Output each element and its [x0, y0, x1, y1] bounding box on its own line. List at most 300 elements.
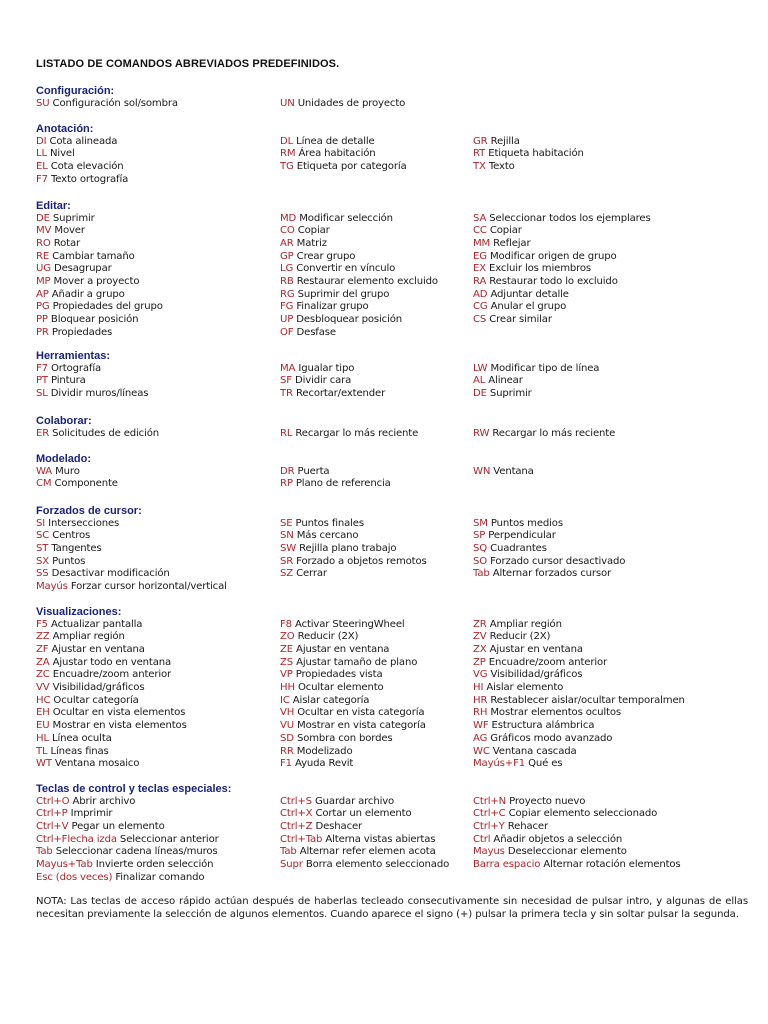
command-entry: [280, 669, 383, 682]
command-entry: [473, 428, 615, 441]
command-description: Activar SteeringWheel: [291, 618, 405, 630]
command-description: Reflejar: [490, 237, 531, 249]
command-entry: [473, 518, 563, 531]
command-entry: [36, 314, 138, 327]
command-code: CO: [280, 225, 295, 237]
command-code: HC: [36, 694, 51, 706]
command-code: DE: [36, 212, 50, 224]
command-code: ZZ: [36, 631, 50, 643]
command-description: Ventana: [490, 465, 534, 477]
command-description: Ajustar en ventana: [486, 643, 583, 655]
command-code: SM: [473, 517, 488, 529]
section-heading: Forzados de cursor:: [36, 505, 142, 517]
command-code: CG: [473, 301, 488, 313]
command-description: Ayuda Revit: [291, 758, 354, 770]
command-description: Aislar categoría: [289, 694, 370, 706]
command-description: Centros: [49, 530, 91, 542]
command-description: Cuadrantes: [487, 542, 547, 554]
section-heading: Visualizaciones:: [36, 606, 122, 618]
command-entry: [473, 276, 618, 289]
command-code: OF: [280, 326, 294, 338]
command-description: Finalizar grupo: [293, 301, 369, 313]
command-code: MM: [473, 237, 491, 249]
command-description: Borra elemento seleccionado: [302, 859, 450, 870]
section: [36, 85, 746, 110]
command-description: Copiar: [486, 225, 522, 237]
command-code: VG: [473, 669, 488, 681]
command-code: LW: [473, 362, 488, 374]
command-code: VU: [280, 720, 294, 732]
command-description: Deseleccionar elemento: [504, 846, 627, 858]
command-entry: [36, 631, 125, 644]
command-entry: [36, 251, 135, 264]
command-description: Dividir muros/líneas: [47, 387, 149, 399]
command-code: MD: [280, 212, 297, 224]
command-code: EG: [473, 250, 487, 262]
command-grid: [36, 518, 746, 594]
command-description: Actualizar pantalla: [47, 618, 143, 630]
command-entry: [280, 301, 369, 314]
command-code: ZF: [36, 643, 49, 655]
command-entry: [280, 327, 336, 340]
command-code: SA: [473, 212, 487, 224]
command-description: Propiedades: [48, 326, 113, 338]
command-entry: [280, 363, 354, 376]
command-entry: [36, 466, 80, 479]
command-code: VH: [280, 707, 295, 719]
command-entry: [36, 808, 112, 821]
command-entry: [36, 695, 139, 708]
command-description: Añadir objetos a selección: [490, 833, 623, 845]
command-entry: [280, 213, 393, 226]
command-grid: [36, 363, 746, 401]
command-entry: [280, 148, 376, 161]
command-description: Recargar lo más reciente: [489, 427, 616, 439]
command-description: Puntos medios: [487, 517, 563, 529]
command-entry: [36, 301, 163, 314]
command-description: Pintura: [47, 375, 86, 387]
command-entry: [280, 263, 395, 276]
section-heading: Modelado:: [36, 453, 91, 465]
command-entry: [280, 644, 389, 657]
command-description: Adjuntar detalle: [487, 288, 569, 300]
section: [36, 453, 746, 491]
command-code: RA: [473, 276, 487, 287]
command-entry: [473, 796, 585, 809]
command-entry: [473, 148, 584, 161]
command-entry: [280, 631, 358, 644]
command-description: Recortar/extender: [292, 387, 386, 399]
command-description: Abrir archivo: [69, 795, 136, 807]
command-description: Ventana mosaico: [51, 758, 140, 770]
command-entry: [280, 518, 364, 531]
command-description: Estructura alámbrica: [488, 720, 595, 732]
command-code: SD: [280, 732, 294, 744]
command-code: ZV: [473, 631, 487, 643]
command-entry: [36, 581, 227, 594]
command-description: Excluir los miembros: [486, 263, 592, 275]
command-description: Qué es: [525, 758, 563, 770]
section: [36, 415, 746, 440]
command-entry: [473, 314, 552, 327]
command-entry: [36, 720, 187, 733]
command-entry: [473, 251, 616, 264]
command-entry: [280, 657, 417, 670]
command-entry: [473, 859, 681, 872]
section-heading: Colaborar:: [36, 415, 92, 427]
command-entry: [36, 238, 80, 251]
command-description: Texto: [485, 160, 515, 172]
command-description: Unidades de proyecto: [294, 97, 406, 109]
command-description: Dividir cara: [291, 375, 352, 387]
command-entry: [36, 174, 128, 187]
command-code: GP: [280, 250, 294, 262]
command-description: Mostrar elementos ocultos: [487, 707, 621, 719]
command-description: Plano de referencia: [292, 478, 391, 490]
section-heading: Configuración:: [36, 85, 115, 97]
command-entry: [36, 859, 213, 872]
command-code: RB: [280, 276, 294, 287]
command-description: Pegar un elemento: [68, 820, 165, 832]
command-entry: [36, 478, 118, 491]
command-description: Ocultar en vista elementos: [49, 707, 186, 719]
command-description: Reducir (2X): [486, 631, 551, 643]
command-code: SZ: [280, 568, 294, 580]
command-code: Mayus: [473, 846, 505, 858]
command-entry: [473, 821, 548, 834]
command-description: Matriz: [293, 237, 327, 249]
command-code: AP: [36, 288, 49, 300]
command-entry: [280, 695, 369, 708]
command-entry: [473, 238, 530, 251]
command-code: F7: [36, 362, 48, 374]
command-grid: [36, 428, 746, 441]
command-code: UG: [36, 263, 51, 275]
command-grid: [36, 796, 746, 885]
command-code: AG: [473, 732, 488, 744]
command-description: Tangentes: [48, 542, 102, 554]
command-entry: [280, 746, 352, 759]
command-entry: [36, 363, 101, 376]
command-description: Encuadre/zoom anterior: [49, 669, 172, 681]
command-code: Ctrl+S: [280, 795, 312, 807]
command-description: Visibilidad/gráficos: [49, 682, 145, 693]
command-entry: [473, 746, 577, 759]
command-code: IC: [280, 694, 290, 706]
command-description: Modelizado: [293, 745, 353, 757]
command-description: Más cercano: [293, 530, 359, 542]
command-entry: [473, 363, 599, 376]
command-code: RT: [473, 148, 486, 160]
command-code: Ctrl+Y: [473, 820, 505, 832]
command-code: ST: [36, 542, 49, 554]
command-code: AD: [473, 288, 488, 300]
section-heading: Teclas de control y teclas especiales:: [36, 783, 232, 795]
command-description: Mostrar en vista categoría: [294, 720, 426, 732]
command-entry: [280, 707, 424, 720]
command-entry: [280, 161, 407, 174]
command-code: UN: [280, 97, 295, 109]
command-code: WF: [473, 720, 489, 732]
command-code: PR: [36, 326, 49, 338]
command-description: Etiqueta habitación: [485, 148, 584, 160]
command-entry: [36, 872, 204, 885]
command-code: SW: [280, 542, 297, 554]
command-description: Restablecer aislar/ocultar temporalmen: [487, 694, 685, 706]
command-code: F8: [280, 618, 292, 630]
command-description: Guardar archivo: [311, 795, 395, 807]
command-description: Imprimir: [67, 808, 113, 820]
page-title: LISTADO DE COMANDOS ABREVIADOS PREDEFINIDOS.: [36, 58, 340, 70]
command-entry: [473, 556, 625, 569]
command-code: TR: [280, 387, 293, 399]
command-description: Ajustar todo en ventana: [49, 656, 172, 668]
command-entry: [473, 644, 583, 657]
command-description: Convertir en vínculo: [293, 263, 396, 275]
command-code: Ctrl+V: [36, 820, 69, 832]
command-code: Ctrl+C: [473, 808, 506, 820]
section-heading: Anotación:: [36, 123, 94, 135]
command-entry: [36, 746, 109, 759]
command-description: Intersecciones: [45, 517, 120, 529]
command-entry: [280, 556, 427, 569]
command-description: Ampliar región: [49, 631, 125, 643]
command-code: FG: [280, 301, 294, 313]
command-code: TG: [280, 160, 294, 172]
command-description: Propiedades del grupo: [49, 301, 163, 313]
command-description: Cerrar: [293, 568, 327, 580]
command-entry: [280, 720, 426, 733]
command-description: Deshacer: [312, 820, 363, 832]
command-description: Mover a proyecto: [50, 276, 140, 287]
command-description: Modificar origen de grupo: [486, 250, 617, 262]
command-code: F1: [280, 758, 292, 770]
command-code: LG: [280, 263, 294, 275]
command-entry: [36, 568, 170, 581]
command-entry: [36, 530, 90, 543]
command-entry: [473, 631, 550, 644]
command-entry: [280, 388, 385, 401]
command-entry: [473, 758, 562, 771]
command-entry: [280, 758, 353, 771]
command-entry: [280, 276, 438, 289]
command-description: Rotar: [50, 237, 81, 249]
command-entry: [473, 619, 562, 632]
command-entry: [280, 733, 393, 746]
command-description: Rejilla plano trabajo: [296, 542, 397, 554]
command-code: DI: [36, 135, 47, 147]
command-entry: [473, 657, 607, 670]
command-description: Restaurar elemento excluido: [293, 276, 438, 287]
command-entry: [36, 375, 86, 388]
command-entry: [36, 669, 171, 682]
command-description: Copiar: [294, 225, 330, 237]
command-entry: [280, 568, 327, 581]
command-code: WT: [36, 758, 52, 770]
command-code: MP: [36, 276, 51, 287]
command-description: Restaurar todo lo excluido: [486, 276, 618, 287]
section: [36, 200, 746, 340]
command-description: Cota elevación: [47, 160, 124, 172]
command-code: RH: [473, 707, 488, 719]
command-description: Crear similar: [486, 314, 552, 326]
command-code: F7: [36, 173, 48, 185]
command-description: Perpendicular: [485, 530, 556, 542]
command-description: Encuadre/zoom anterior: [485, 656, 608, 668]
command-code: LL: [36, 148, 47, 160]
command-entry: [473, 695, 685, 708]
command-entry: [36, 161, 124, 174]
command-entry: [36, 289, 125, 302]
command-description: Sombra con bordes: [293, 732, 393, 744]
section: [36, 123, 746, 186]
command-code: ZO: [280, 631, 295, 643]
command-description: Ajustar en ventana: [48, 643, 145, 655]
command-description: Recargar lo más reciente: [292, 427, 419, 439]
command-description: Propiedades vista: [292, 669, 383, 681]
command-description: Mostrar en vista elementos: [49, 720, 187, 732]
command-code: GR: [473, 135, 488, 147]
command-code: HR: [473, 694, 488, 706]
command-code: SP: [473, 530, 486, 542]
command-code: SL: [36, 387, 48, 399]
command-entry: [36, 388, 148, 401]
section: [36, 505, 746, 594]
command-entry: [280, 98, 405, 111]
command-description: Cortar un elemento: [312, 808, 412, 820]
command-description: Desfase: [293, 326, 336, 338]
command-description: Añadir a grupo: [48, 288, 125, 300]
command-description: Reducir (2X): [294, 631, 359, 643]
command-code: Ctrl+O: [36, 795, 70, 807]
command-code: PP: [36, 314, 48, 326]
command-grid: [36, 466, 746, 491]
command-code: DE: [473, 387, 487, 399]
command-code: SE: [280, 517, 293, 529]
command-description: Invierte orden selección: [92, 859, 214, 870]
command-entry: [36, 276, 139, 289]
command-entry: [473, 530, 556, 543]
command-entry: [280, 821, 362, 834]
command-description: Bloquear posición: [47, 314, 139, 326]
command-entry: [280, 543, 396, 556]
command-code: Ctrl+X: [280, 808, 313, 820]
command-description: Desagrupar: [50, 263, 112, 275]
command-code: SN: [280, 530, 294, 542]
command-description: Ocultar en vista categoría: [294, 707, 425, 719]
command-description: Área habitación: [295, 148, 376, 160]
command-entry: [36, 707, 185, 720]
command-entry: [473, 136, 520, 149]
command-description: Mover: [51, 225, 85, 237]
command-description: Seleccionar todos los ejemplares: [486, 212, 651, 224]
command-code: RG: [280, 288, 295, 300]
command-code: EL: [36, 160, 48, 172]
command-entry: [473, 669, 582, 682]
command-entry: [473, 289, 569, 302]
command-description: Puntos finales: [292, 517, 364, 529]
command-code: Ctrl+Tab: [280, 833, 323, 845]
command-entry: [473, 707, 621, 720]
command-entry: [473, 543, 547, 556]
command-code: DR: [280, 465, 295, 477]
command-description: Igualar tipo: [295, 362, 355, 374]
command-code: Supr: [280, 859, 303, 870]
command-description: Modificar selección: [296, 212, 393, 224]
command-description: Gráficos modo avanzado: [487, 732, 613, 744]
section: [36, 350, 746, 401]
command-entry: [280, 289, 389, 302]
command-entry: [280, 834, 435, 847]
command-entry: [36, 518, 119, 531]
command-description: Desactivar modificación: [48, 568, 170, 580]
command-code: Ctrl+P: [36, 808, 68, 820]
command-code: SX: [36, 555, 50, 567]
command-entry: [36, 834, 219, 847]
command-code: TX: [473, 160, 486, 172]
command-code: HI: [473, 682, 484, 693]
command-code: SC: [36, 530, 50, 542]
command-code: WN: [473, 465, 491, 477]
command-code: Mayús: [36, 581, 68, 592]
command-entry: [36, 136, 117, 149]
command-description: Cambiar tamaño: [49, 250, 135, 262]
command-entry: [36, 619, 142, 632]
command-code: RE: [36, 250, 50, 262]
command-entry: [280, 846, 436, 859]
command-code: DL: [280, 135, 294, 147]
command-description: Alternar forzados cursor: [489, 568, 611, 580]
command-description: Cota alineada: [46, 135, 118, 147]
command-description: Crear grupo: [293, 250, 356, 262]
command-entry: [280, 808, 411, 821]
command-code: RP: [280, 478, 293, 490]
command-code: ZA: [36, 656, 50, 668]
command-description: Rehacer: [504, 820, 548, 832]
command-description: Forzado a objetos remotos: [293, 555, 427, 567]
command-code: RO: [36, 237, 51, 249]
command-entry: [473, 846, 627, 859]
command-code: Barra espacio: [473, 859, 541, 870]
command-entry: [473, 682, 563, 695]
command-entry: [473, 375, 523, 388]
command-entry: [36, 543, 102, 556]
command-description: Ampliar región: [486, 618, 562, 630]
command-entry: [280, 428, 418, 441]
command-entry: [36, 821, 165, 834]
command-code: ZC: [36, 669, 50, 681]
section: [36, 783, 746, 884]
command-description: Componente: [51, 478, 118, 490]
command-code: VP: [280, 669, 293, 681]
command-description: Líneas finas: [47, 745, 109, 757]
command-entry: [473, 225, 522, 238]
command-entry: [473, 161, 515, 174]
command-description: Ventana cascada: [489, 745, 577, 757]
command-entry: [280, 238, 327, 251]
command-code: CC: [473, 225, 487, 237]
command-entry: [473, 388, 532, 401]
command-description: Seleccionar anterior: [116, 833, 219, 845]
command-entry: [36, 98, 178, 111]
command-code: Tab: [280, 846, 297, 858]
command-entry: [36, 327, 112, 340]
command-code: UP: [280, 314, 294, 326]
command-entry: [280, 225, 330, 238]
command-code: MA: [280, 362, 296, 374]
command-description: Puerta: [294, 465, 330, 477]
command-description: Solicitudes de edición: [49, 427, 160, 439]
